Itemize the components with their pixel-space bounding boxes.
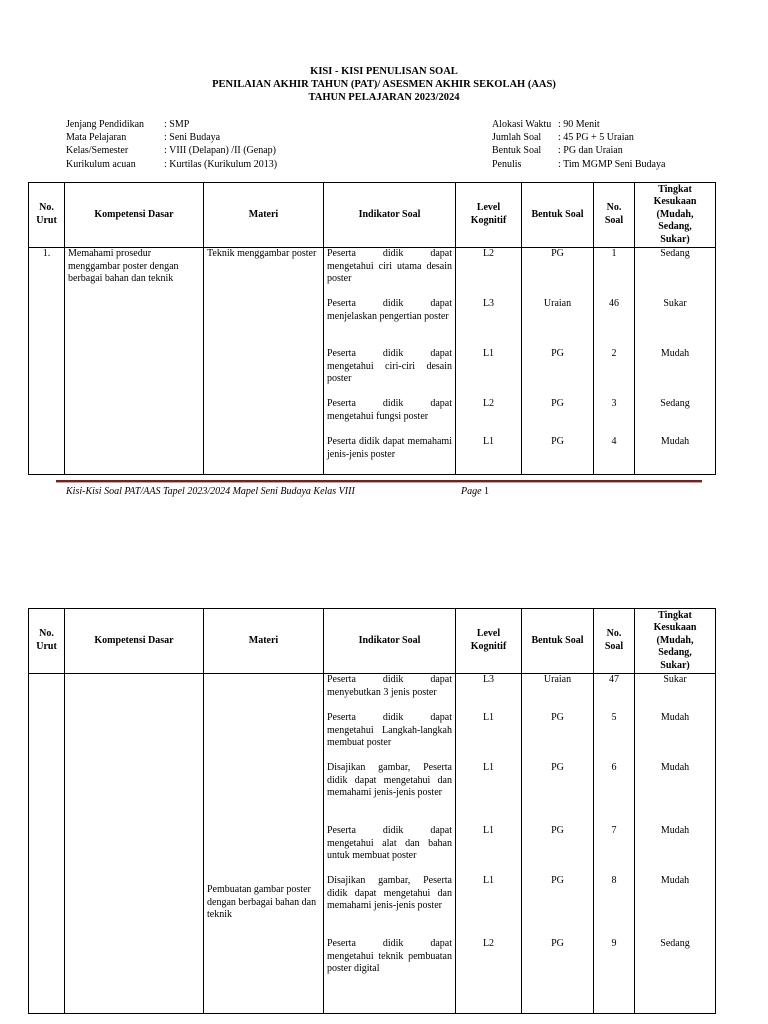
bentuk-item: PG [551,762,564,773]
table-header-row [29,183,716,248]
bentuk-item: Uraian [543,298,572,309]
page-footer [66,486,490,497]
cell-kompetensi: Memahami prosedur menggambar poster dengan berbagai bahan dan teknik [65,248,204,475]
tingkat-item: Mudah [660,712,690,723]
tingkat-item: Mudah [660,875,690,886]
indikator-item: Disajikan gambar, Peserta didik dapat mengetahui dan memahami jenis-jenis poster [327,762,452,799]
info-value: : VIII (Delapan) /II (Genap) [164,145,276,157]
header-indikator: Indikator Soal [324,609,456,674]
cell-bentuk [522,248,594,475]
indikator-item: Peserta didik dapat mengetahui teknik pembuatan poster digital [327,938,452,975]
tingkat-item: Mudah [660,762,690,773]
header-level: Level Kognitif [456,609,522,674]
level-item: L3 [482,298,495,309]
info-value: : 45 PG + 5 Uraian [558,132,634,144]
level-item: L2 [482,938,495,949]
header-indikator: Indikator Soal [324,183,456,248]
info-label: Bentuk Soal [492,145,542,157]
tingkat-item: Mudah [660,436,690,447]
kisi-table-page-2 [28,608,716,1014]
header-kompetensi: Kompetensi Dasar [65,609,204,674]
info-row [66,158,277,171]
bentuk-item: Uraian [543,674,572,685]
indikator-item: Peserta didik dapat mengetahui alat dan bahan untuk membuat poster [327,825,452,862]
header-no-urut: No. Urut [29,609,65,674]
indikator-item: Peserta didik dapat mengetahui Langkah-langkah membuat poster [327,712,452,749]
cell-no-soal [594,674,635,1014]
table-row [29,248,716,475]
cell-tingkat [635,674,716,1014]
info-row [492,144,665,157]
footer-text: Kisi-Kisi Soal PAT/AAS Tapel 2023/2024 Mapel Seni Budaya Kelas VIII [66,486,355,497]
cell-no-soal [594,248,635,475]
info-label: Jumlah Soal [492,132,542,144]
no-soal-item: 5 [611,712,617,723]
info-value: : Kurtilas (Kurikulum 2013) [164,158,278,170]
cell-level [456,248,522,475]
info-row [492,118,665,131]
page-label: Page [461,486,485,497]
header-tingkat: Tingkat Kesukaan (Mudah, Sedang, Sukar) [635,183,716,248]
header-no-soal: No. Soal [594,609,635,674]
header-level: Level Kognitif [456,183,522,248]
page-number [461,486,489,497]
info-label: Kurikulum acuan [66,158,136,170]
level-item: L3 [482,674,495,685]
cell-indikator [324,674,456,1014]
tingkat-item: Sedang [660,938,690,949]
info-label: Jenjang Pendidikan [66,119,145,130]
info-label: Penulis [492,158,522,170]
tingkat-item: Mudah [660,348,690,359]
info-value: : 90 Menit [558,119,600,130]
indikator-item: Peserta didik dapat mengetahui ciri utama desain poster [327,248,452,285]
header-tingkat: Tingkat Kesukaan (Mudah, Sedang, Sukar) [635,609,716,674]
info-row [66,144,277,157]
no-soal-item: 2 [611,348,617,359]
bentuk-item: PG [551,712,564,723]
cell-bentuk [522,674,594,1014]
info-right [492,118,665,171]
indikator-item: Peserta didik dapat mengetahui fungsi poster [327,398,452,422]
cell-no-urut [29,674,65,1014]
info-label: Alokasi Waktu [492,119,552,130]
title-line-1: KISI - KISI PENULISAN SOAL [310,66,458,77]
level-item: L1 [482,348,495,359]
no-soal-item: 46 [609,298,619,309]
header-no-soal: No. Soal [594,183,635,248]
indikator-item: Disajikan gambar, Peserta didik dapat mengetahui dan memahami jenis-jenis poster [327,875,452,912]
no-soal-item: 3 [611,398,617,409]
bentuk-item: PG [551,825,564,836]
no-soal-item: 9 [611,938,617,949]
indikator-item: Peserta didik dapat menjelaskan pengertian poster [327,298,452,322]
no-soal-item: 1 [611,248,617,259]
table-header-row [29,609,716,674]
info-label: Mata Pelajaran [66,132,127,144]
bentuk-item: PG [551,398,564,409]
cell-indikator [324,248,456,475]
title-line-2: PENILAIAN AKHIR TAHUN (PAT)/ ASESMEN AKHIR SEKOLAH (AAS) [212,79,556,90]
level-item: L1 [482,762,495,773]
materi-text: Pembuatan gambar poster dengan berbagai bahan dan teknik [207,884,317,921]
cell-level [456,674,522,1014]
tingkat-item: Sedang [660,398,690,409]
header-bentuk: Bentuk Soal [522,609,594,674]
cell-kompetensi [65,674,204,1014]
level-item: L1 [482,712,495,723]
bentuk-item: PG [551,248,564,259]
no-soal-item: 47 [609,674,619,685]
level-item: L1 [482,875,495,886]
header-no-urut: No. Urut [29,183,65,248]
kisi-table-page-1 [28,182,716,475]
header-materi: Materi [204,183,324,248]
header-materi: Materi [204,609,324,674]
level-item: L2 [482,248,495,259]
header-kompetensi: Kompetensi Dasar [65,183,204,248]
indikator-item: Peserta didik dapat mengetahui ciri-ciri desain poster [327,348,452,385]
bentuk-item: PG [551,436,564,447]
info-value: : SMP [164,119,190,130]
table-row [29,674,716,1014]
document-title [0,65,768,104]
tingkat-item: Sedang [660,248,690,259]
header-bentuk: Bentuk Soal [522,183,594,248]
bentuk-item: PG [551,875,564,886]
info-label: Kelas/Semester [66,145,129,157]
info-row [492,131,665,144]
info-value: : Seni Budaya [164,132,221,144]
no-soal-item: 8 [611,875,617,886]
cell-materi [204,674,324,1014]
cell-no-urut: 1. [29,248,65,475]
materi-spacer [207,674,320,884]
no-soal-item: 7 [611,825,617,836]
level-item: L1 [482,436,495,447]
no-soal-item: 4 [611,436,617,447]
level-item: L1 [482,825,495,836]
info-left [66,118,277,171]
tingkat-item: Sukar [663,298,687,309]
page-number-value: 1 [484,486,490,497]
bentuk-item: PG [551,348,564,359]
cell-tingkat [635,248,716,475]
indikator-item: Peserta didik dapat memahami jenis-jenis poster [327,436,452,460]
info-row [492,158,665,171]
info-value: : Tim MGMP Seni Budaya [558,158,666,170]
info-row [66,131,277,144]
no-soal-item: 6 [611,762,617,773]
tingkat-item: Sukar [663,674,687,685]
bentuk-item: PG [551,938,564,949]
info-row [66,118,277,131]
cell-materi: Teknik menggambar poster [204,248,324,475]
info-value: : PG dan Uraian [558,145,623,157]
title-line-3: TAHUN PELAJARAN 2023/2024 [308,92,460,103]
indikator-item: Peserta didik dapat menyebutkan 3 jenis poster [327,674,452,698]
footer-divider [56,480,702,482]
level-item: L2 [482,398,495,409]
tingkat-item: Mudah [660,825,690,836]
